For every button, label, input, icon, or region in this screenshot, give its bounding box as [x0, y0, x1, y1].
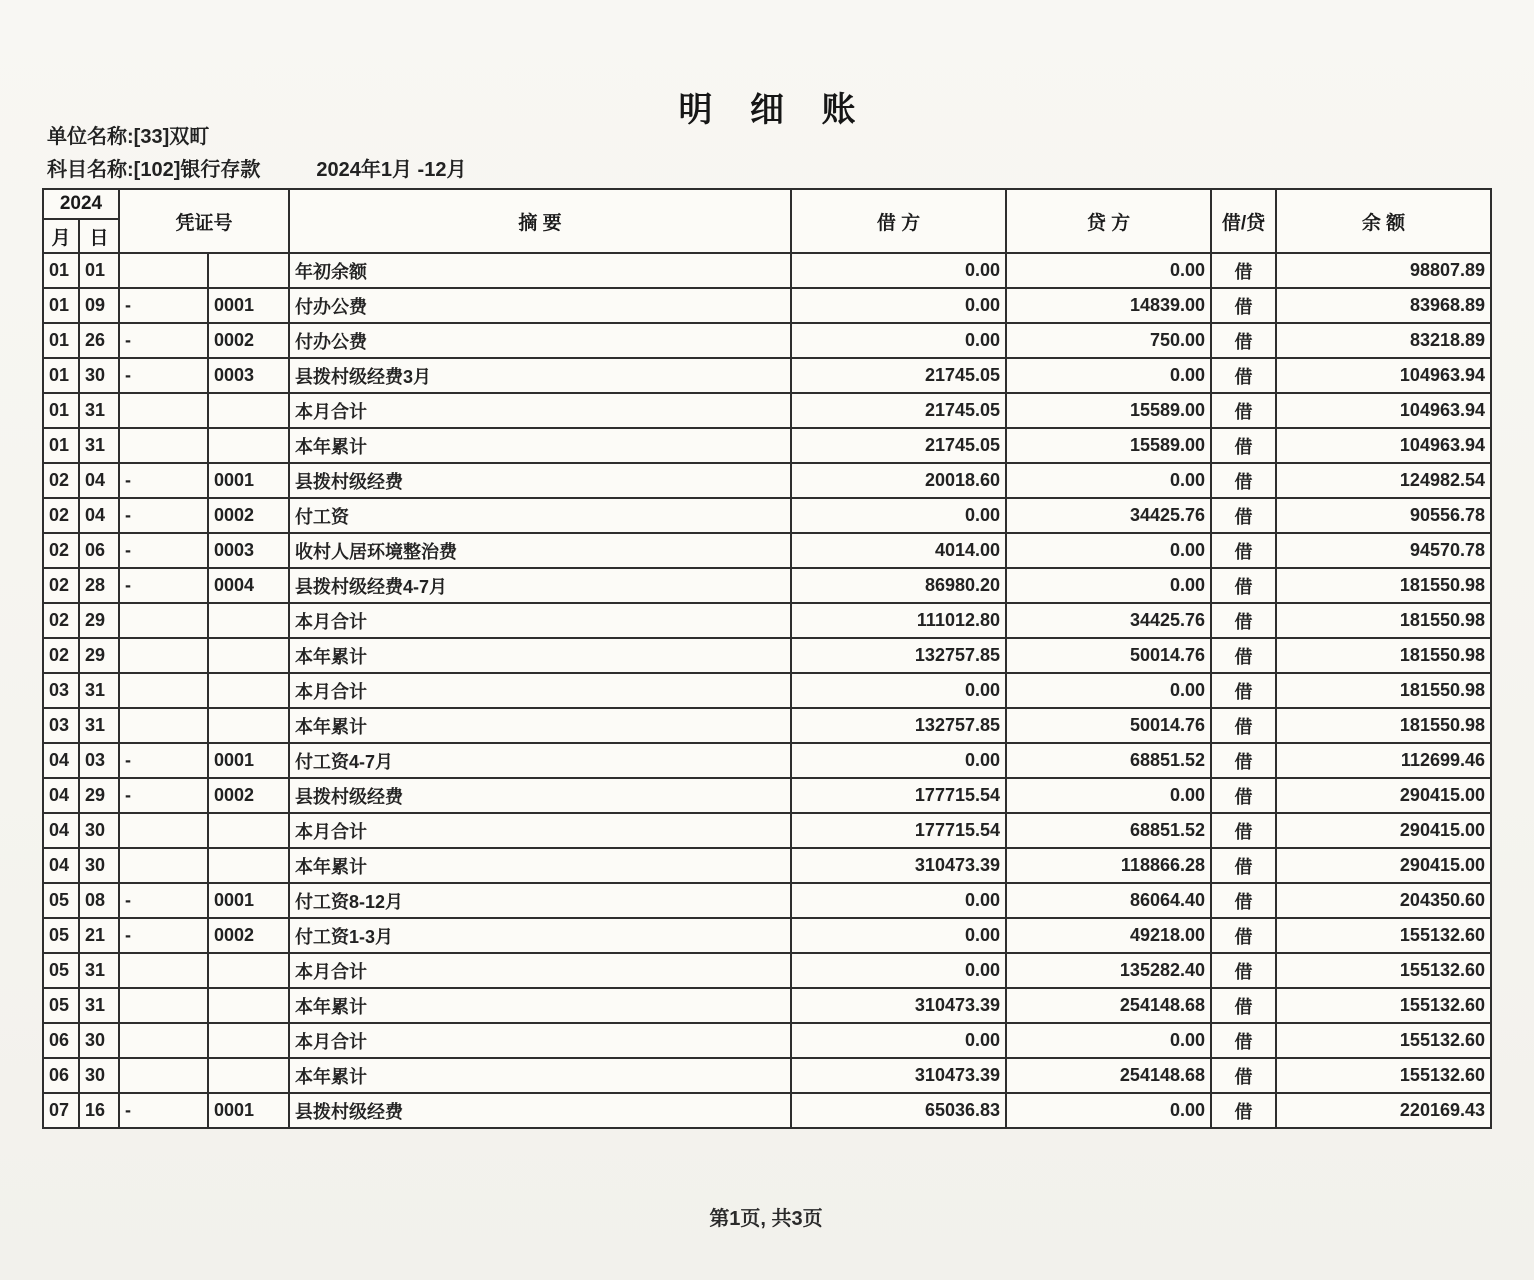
dc-flag-cell: 借	[1211, 253, 1276, 288]
voucher-number-cell	[208, 393, 289, 428]
credit-cell: 50014.76	[1006, 708, 1211, 743]
dc-flag-cell: 借	[1211, 638, 1276, 673]
month-cell: 01	[43, 288, 79, 323]
dc-flag-cell: 借	[1211, 463, 1276, 498]
balance-cell: 290415.00	[1276, 848, 1491, 883]
credit-cell: 0.00	[1006, 1093, 1211, 1128]
voucher-dash-cell	[119, 393, 208, 428]
ledger-row	[43, 323, 1491, 358]
credit-cell: 68851.52	[1006, 743, 1211, 778]
day-cell: 30	[79, 358, 119, 393]
month-cell: 01	[43, 253, 79, 288]
voucher-number-cell: 0001	[208, 463, 289, 498]
ledger-row	[43, 708, 1491, 743]
voucher-number-cell	[208, 1023, 289, 1058]
credit-cell: 68851.52	[1006, 813, 1211, 848]
ledger-row	[43, 883, 1491, 918]
balance-cell: 155132.60	[1276, 918, 1491, 953]
voucher-dash-cell: -	[119, 1093, 208, 1128]
day-cell: 31	[79, 673, 119, 708]
dc-flag-cell: 借	[1211, 323, 1276, 358]
voucher-header: 凭证号	[119, 189, 289, 253]
month-cell: 04	[43, 813, 79, 848]
balance-cell: 104963.94	[1276, 393, 1491, 428]
voucher-number-cell: 0003	[208, 358, 289, 393]
voucher-dash-cell: -	[119, 498, 208, 533]
balance-cell: 181550.98	[1276, 603, 1491, 638]
voucher-dash-cell: -	[119, 743, 208, 778]
summary-cell: 本月合计	[289, 603, 791, 638]
month-cell: 06	[43, 1058, 79, 1093]
voucher-number-cell: 0002	[208, 778, 289, 813]
balance-cell: 94570.78	[1276, 533, 1491, 568]
credit-cell: 50014.76	[1006, 638, 1211, 673]
dc-flag-cell: 借	[1211, 1058, 1276, 1093]
month-cell: 07	[43, 1093, 79, 1128]
credit-cell: 0.00	[1006, 463, 1211, 498]
credit-header: 贷 方	[1006, 189, 1211, 253]
voucher-number-cell	[208, 673, 289, 708]
debit-header: 借 方	[791, 189, 1006, 253]
month-header: 月	[43, 219, 79, 253]
voucher-dash-cell: -	[119, 288, 208, 323]
summary-cell: 本月合计	[289, 393, 791, 428]
subject-name-value: [102]银行存款	[133, 159, 261, 181]
summary-cell: 县拨村级经费4-7月	[289, 568, 791, 603]
balance-cell: 83968.89	[1276, 288, 1491, 323]
dc-flag-cell: 借	[1211, 1093, 1276, 1128]
balance-cell: 204350.60	[1276, 883, 1491, 918]
balance-cell: 112699.46	[1276, 743, 1491, 778]
day-cell: 30	[79, 1023, 119, 1058]
dc-flag-cell: 借	[1211, 358, 1276, 393]
balance-cell: 290415.00	[1276, 813, 1491, 848]
balance-cell: 155132.60	[1276, 1023, 1491, 1058]
day-cell: 31	[79, 953, 119, 988]
dc-header: 借/贷	[1211, 189, 1276, 253]
voucher-dash-cell	[119, 813, 208, 848]
summary-cell: 本年累计	[289, 1058, 791, 1093]
dc-flag-cell: 借	[1211, 778, 1276, 813]
month-cell: 03	[43, 708, 79, 743]
unit-name-value: [33]双町	[133, 126, 210, 148]
voucher-number-cell	[208, 708, 289, 743]
ledger-row	[43, 918, 1491, 953]
voucher-number-cell: 0004	[208, 568, 289, 603]
ledger-row	[43, 498, 1491, 533]
balance-cell: 155132.60	[1276, 1058, 1491, 1093]
summary-cell: 本月合计	[289, 953, 791, 988]
summary-cell: 付办公费	[289, 288, 791, 323]
credit-cell: 118866.28	[1006, 848, 1211, 883]
summary-cell: 本年累计	[289, 428, 791, 463]
credit-cell: 15589.00	[1006, 428, 1211, 463]
day-header: 日	[79, 219, 119, 253]
summary-cell: 付工资	[289, 498, 791, 533]
credit-cell: 254148.68	[1006, 988, 1211, 1023]
month-cell: 01	[43, 428, 79, 463]
dc-flag-cell: 借	[1211, 953, 1276, 988]
ledger-row	[43, 778, 1491, 813]
debit-cell: 86980.20	[791, 568, 1006, 603]
month-cell: 04	[43, 848, 79, 883]
debit-cell: 0.00	[791, 743, 1006, 778]
balance-header: 余 额	[1276, 189, 1491, 253]
balance-cell: 90556.78	[1276, 498, 1491, 533]
debit-cell: 0.00	[791, 323, 1006, 358]
ledger-row	[43, 743, 1491, 778]
credit-cell: 254148.68	[1006, 1058, 1211, 1093]
day-cell: 21	[79, 918, 119, 953]
month-cell: 05	[43, 988, 79, 1023]
credit-cell: 0.00	[1006, 673, 1211, 708]
summary-cell: 年初余额	[289, 253, 791, 288]
month-cell: 01	[43, 323, 79, 358]
dc-flag-cell: 借	[1211, 568, 1276, 603]
balance-cell: 83218.89	[1276, 323, 1491, 358]
ledger-row	[43, 848, 1491, 883]
voucher-number-cell	[208, 638, 289, 673]
debit-cell: 0.00	[791, 498, 1006, 533]
month-cell: 02	[43, 568, 79, 603]
dc-flag-cell: 借	[1211, 883, 1276, 918]
voucher-number-cell: 0001	[208, 1093, 289, 1128]
ledger-row	[43, 288, 1491, 323]
month-cell: 05	[43, 918, 79, 953]
debit-cell: 177715.54	[791, 778, 1006, 813]
balance-cell: 181550.98	[1276, 638, 1491, 673]
credit-cell: 0.00	[1006, 1023, 1211, 1058]
debit-cell: 132757.85	[791, 708, 1006, 743]
dc-flag-cell: 借	[1211, 848, 1276, 883]
credit-cell: 34425.76	[1006, 603, 1211, 638]
voucher-number-cell: 0002	[208, 323, 289, 358]
credit-cell: 0.00	[1006, 533, 1211, 568]
ledger-row	[43, 673, 1491, 708]
ledger-row	[43, 813, 1491, 848]
summary-cell: 付工资1-3月	[289, 918, 791, 953]
month-cell: 02	[43, 533, 79, 568]
ledger-row	[43, 358, 1491, 393]
voucher-number-cell: 0002	[208, 918, 289, 953]
voucher-dash-cell	[119, 638, 208, 673]
day-cell: 30	[79, 813, 119, 848]
day-cell: 31	[79, 708, 119, 743]
day-cell: 29	[79, 638, 119, 673]
summary-header: 摘 要	[289, 189, 791, 253]
month-cell: 03	[43, 673, 79, 708]
voucher-dash-cell	[119, 253, 208, 288]
summary-cell: 本年累计	[289, 638, 791, 673]
voucher-number-cell	[208, 1058, 289, 1093]
voucher-dash-cell	[119, 848, 208, 883]
unit-name-line	[47, 120, 209, 149]
dc-flag-cell: 借	[1211, 533, 1276, 568]
voucher-dash-cell: -	[119, 883, 208, 918]
voucher-dash-cell	[119, 428, 208, 463]
day-cell: 26	[79, 323, 119, 358]
dc-flag-cell: 借	[1211, 673, 1276, 708]
voucher-number-cell: 0001	[208, 743, 289, 778]
credit-cell: 0.00	[1006, 568, 1211, 603]
day-cell: 04	[79, 498, 119, 533]
voucher-dash-cell	[119, 988, 208, 1023]
debit-cell: 0.00	[791, 288, 1006, 323]
ledger-row	[43, 533, 1491, 568]
ledger-row	[43, 253, 1491, 288]
month-cell: 05	[43, 953, 79, 988]
debit-cell: 0.00	[791, 918, 1006, 953]
debit-cell: 310473.39	[791, 1058, 1006, 1093]
ledger-row	[43, 1023, 1491, 1058]
ledger-row	[43, 1093, 1491, 1128]
month-cell: 02	[43, 603, 79, 638]
page-number: 第1页, 共3页	[709, 1208, 823, 1230]
day-cell: 01	[79, 253, 119, 288]
dc-flag-cell: 借	[1211, 498, 1276, 533]
debit-cell: 0.00	[791, 953, 1006, 988]
balance-cell: 98807.89	[1276, 253, 1491, 288]
summary-cell: 本年累计	[289, 708, 791, 743]
debit-cell: 111012.80	[791, 603, 1006, 638]
dc-flag-cell: 借	[1211, 743, 1276, 778]
day-cell: 28	[79, 568, 119, 603]
dc-flag-cell: 借	[1211, 708, 1276, 743]
summary-cell: 县拨村级经费	[289, 463, 791, 498]
summary-cell: 付工资4-7月	[289, 743, 791, 778]
day-cell: 16	[79, 1093, 119, 1128]
summary-cell: 付办公费	[289, 323, 791, 358]
credit-cell: 15589.00	[1006, 393, 1211, 428]
voucher-dash-cell: -	[119, 533, 208, 568]
month-cell: 04	[43, 778, 79, 813]
voucher-dash-cell	[119, 603, 208, 638]
month-cell: 01	[43, 358, 79, 393]
summary-cell: 付工资8-12月	[289, 883, 791, 918]
voucher-number-cell: 0001	[208, 288, 289, 323]
balance-cell: 104963.94	[1276, 358, 1491, 393]
credit-cell: 0.00	[1006, 253, 1211, 288]
debit-cell: 0.00	[791, 673, 1006, 708]
credit-cell: 0.00	[1006, 778, 1211, 813]
voucher-dash-cell: -	[119, 358, 208, 393]
voucher-dash-cell	[119, 673, 208, 708]
debit-cell: 21745.05	[791, 428, 1006, 463]
dc-flag-cell: 借	[1211, 428, 1276, 463]
voucher-number-cell	[208, 848, 289, 883]
dc-flag-cell: 借	[1211, 918, 1276, 953]
day-cell: 30	[79, 848, 119, 883]
summary-cell: 本月合计	[289, 813, 791, 848]
voucher-number-cell	[208, 603, 289, 638]
balance-cell: 220169.43	[1276, 1093, 1491, 1128]
voucher-dash-cell: -	[119, 568, 208, 603]
day-cell: 31	[79, 428, 119, 463]
ledger-row	[43, 568, 1491, 603]
ledger-row	[43, 953, 1491, 988]
month-cell: 04	[43, 743, 79, 778]
balance-cell: 181550.98	[1276, 568, 1491, 603]
period-range: 2024年1月 -12月	[316, 159, 467, 181]
voucher-number-cell: 0003	[208, 533, 289, 568]
debit-cell: 310473.39	[791, 988, 1006, 1023]
credit-cell: 750.00	[1006, 323, 1211, 358]
voucher-number-cell	[208, 428, 289, 463]
day-cell: 31	[79, 393, 119, 428]
day-cell: 04	[79, 463, 119, 498]
year-header: 2024	[43, 189, 119, 219]
month-cell: 05	[43, 883, 79, 918]
dc-flag-cell: 借	[1211, 603, 1276, 638]
ledger-rows	[43, 253, 1491, 1128]
ledger-row	[43, 463, 1491, 498]
voucher-dash-cell: -	[119, 918, 208, 953]
balance-cell: 290415.00	[1276, 778, 1491, 813]
debit-cell: 20018.60	[791, 463, 1006, 498]
subject-name-label: 科目名称:	[47, 159, 134, 181]
page-title: 明 细 账	[678, 91, 870, 129]
dc-flag-cell: 借	[1211, 988, 1276, 1023]
day-cell: 29	[79, 603, 119, 638]
credit-cell: 49218.00	[1006, 918, 1211, 953]
voucher-dash-cell	[119, 953, 208, 988]
ledger-row	[43, 988, 1491, 1023]
debit-cell: 310473.39	[791, 848, 1006, 883]
debit-cell: 0.00	[791, 883, 1006, 918]
debit-cell: 0.00	[791, 1023, 1006, 1058]
ledger-row	[43, 638, 1491, 673]
day-cell: 03	[79, 743, 119, 778]
summary-cell: 本月合计	[289, 673, 791, 708]
dc-flag-cell: 借	[1211, 813, 1276, 848]
balance-cell: 181550.98	[1276, 673, 1491, 708]
voucher-number-cell	[208, 813, 289, 848]
voucher-number-cell: 0001	[208, 883, 289, 918]
debit-cell: 21745.05	[791, 393, 1006, 428]
summary-cell: 本年累计	[289, 988, 791, 1023]
voucher-number-cell	[208, 953, 289, 988]
ledger-row	[43, 1058, 1491, 1093]
debit-cell: 65036.83	[791, 1093, 1006, 1128]
voucher-dash-cell	[119, 708, 208, 743]
day-cell: 06	[79, 533, 119, 568]
dc-flag-cell: 借	[1211, 1023, 1276, 1058]
balance-cell: 155132.60	[1276, 953, 1491, 988]
day-cell: 09	[79, 288, 119, 323]
ledger-row	[43, 428, 1491, 463]
credit-cell: 34425.76	[1006, 498, 1211, 533]
month-cell: 06	[43, 1023, 79, 1058]
dc-flag-cell: 借	[1211, 393, 1276, 428]
credit-cell: 0.00	[1006, 358, 1211, 393]
summary-cell: 县拨村级经费	[289, 778, 791, 813]
summary-cell: 收村人居环境整治费	[289, 533, 791, 568]
day-cell: 31	[79, 988, 119, 1023]
credit-cell: 135282.40	[1006, 953, 1211, 988]
debit-cell: 0.00	[791, 253, 1006, 288]
balance-cell: 124982.54	[1276, 463, 1491, 498]
credit-cell: 14839.00	[1006, 288, 1211, 323]
debit-cell: 177715.54	[791, 813, 1006, 848]
summary-cell: 本年累计	[289, 848, 791, 883]
dc-flag-cell: 借	[1211, 288, 1276, 323]
day-cell: 29	[79, 778, 119, 813]
voucher-dash-cell	[119, 1023, 208, 1058]
month-cell: 02	[43, 638, 79, 673]
debit-cell: 132757.85	[791, 638, 1006, 673]
balance-cell: 104963.94	[1276, 428, 1491, 463]
month-cell: 01	[43, 393, 79, 428]
voucher-number-cell	[208, 988, 289, 1023]
credit-cell: 86064.40	[1006, 883, 1211, 918]
day-cell: 30	[79, 1058, 119, 1093]
day-cell: 08	[79, 883, 119, 918]
summary-cell: 县拨村级经费	[289, 1093, 791, 1128]
debit-cell: 21745.05	[791, 358, 1006, 393]
subject-name-line	[47, 153, 466, 182]
voucher-number-cell	[208, 253, 289, 288]
voucher-dash-cell	[119, 1058, 208, 1093]
unit-name-label: 单位名称:	[47, 126, 134, 148]
ledger-table	[42, 188, 1492, 1129]
ledger-row	[43, 393, 1491, 428]
ledger-row	[43, 603, 1491, 638]
voucher-dash-cell: -	[119, 778, 208, 813]
debit-cell: 4014.00	[791, 533, 1006, 568]
summary-cell: 县拨村级经费3月	[289, 358, 791, 393]
voucher-dash-cell: -	[119, 323, 208, 358]
summary-cell: 本月合计	[289, 1023, 791, 1058]
month-cell: 02	[43, 463, 79, 498]
balance-cell: 155132.60	[1276, 988, 1491, 1023]
month-cell: 02	[43, 498, 79, 533]
voucher-dash-cell: -	[119, 463, 208, 498]
voucher-number-cell: 0002	[208, 498, 289, 533]
balance-cell: 181550.98	[1276, 708, 1491, 743]
